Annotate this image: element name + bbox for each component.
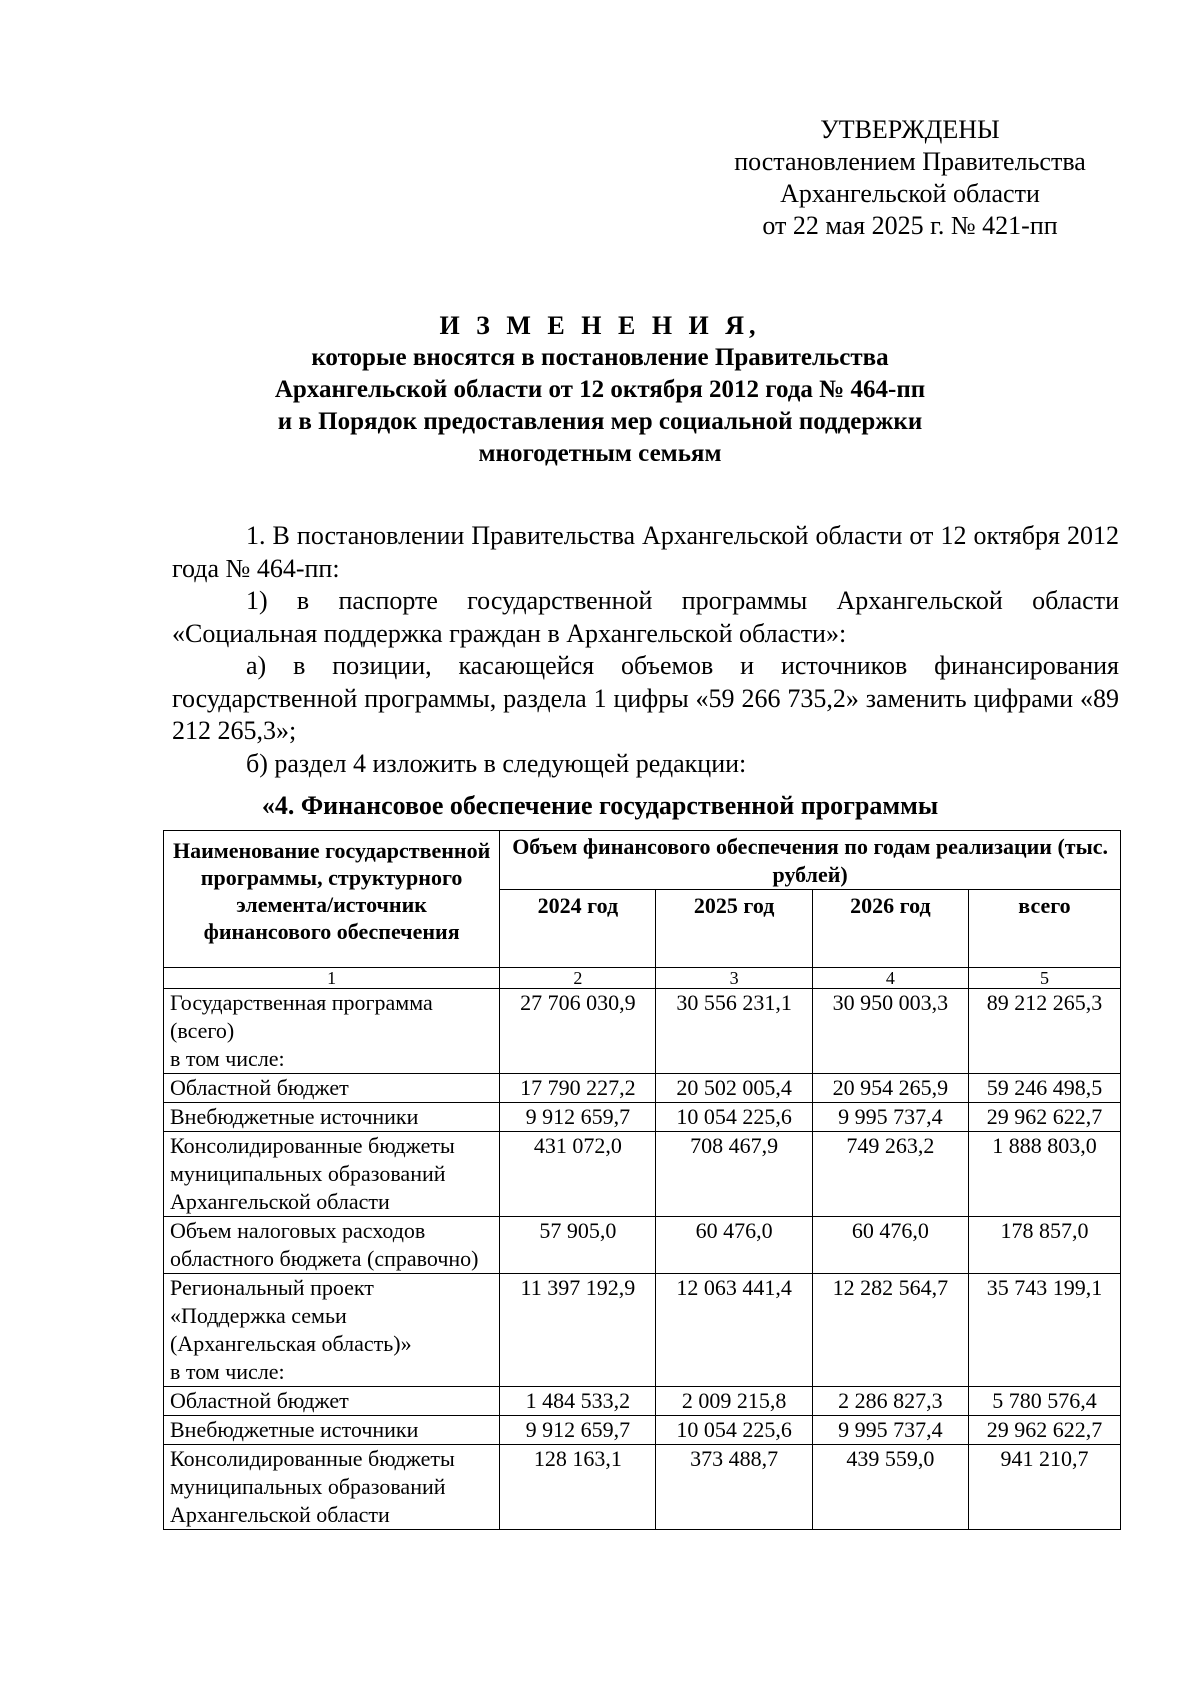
row-value: 29 962 622,7 [968,1416,1120,1445]
row-value: 941 210,7 [968,1445,1120,1530]
row-value: 5 780 576,4 [968,1387,1120,1416]
row-value: 30 950 003,3 [812,989,968,1074]
row-value: 59 246 498,5 [968,1074,1120,1103]
row-value: 27 706 030,9 [500,989,656,1074]
row-value: 60 476,0 [656,1217,812,1274]
table-row [164,1074,1121,1103]
body-text [172,520,1119,780]
row-value: 10 054 225,6 [656,1103,812,1132]
row-value: 373 488,7 [656,1445,812,1530]
row-value: 2 009 215,8 [656,1387,812,1416]
row-value: 12 282 564,7 [812,1274,968,1387]
heading-line-3: и в Порядок предоставления мер социальной поддержки [277,408,923,435]
table-row [164,1274,1121,1387]
table-row [164,1217,1121,1274]
row-name: Государственная программа (всего) в том числе: [164,989,500,1074]
approval-line-3: Архангельской области [780,179,1040,208]
table-index-row [164,968,1121,989]
row-value: 749 263,2 [812,1132,968,1217]
index-cell: 3 [656,968,812,989]
row-value: 57 905,0 [500,1217,656,1274]
row-name: Областной бюджет [164,1074,500,1103]
row-name: Объем налоговых расходов областного бюджета (справочно) [164,1217,500,1274]
row-value: 12 063 441,4 [656,1274,812,1387]
row-value: 1 484 533,2 [500,1387,656,1416]
row-value: 128 163,1 [500,1445,656,1530]
paragraph-4: б) раздел 4 изложить в следующей редакции: [246,748,747,778]
table-row [164,989,1121,1074]
row-value: 20 502 005,4 [656,1074,812,1103]
header-year-2026: 2026 год [812,890,968,968]
approval-line-1: УТВЕРЖДЕНЫ [820,115,1000,144]
row-value: 20 954 265,9 [812,1074,968,1103]
financing-table [163,830,1121,1530]
heading-line-2: Архангельской области от 12 октября 2012 года № 464-пп [274,376,926,403]
heading-line-1: которые вносятся в постановление Правительства [311,344,889,371]
row-value: 9 995 737,4 [812,1416,968,1445]
index-cell: 1 [164,968,500,989]
paragraph-1: 1. В постановлении Правительства Архангельской области от 12 октября 2012 года № 464-пп: [172,521,1119,583]
row-value: 1 888 803,0 [968,1132,1120,1217]
row-value: 9 995 737,4 [812,1103,968,1132]
row-name: Консолидированные бюджеты муниципальных образований Архангельской области [164,1445,500,1530]
row-value: 17 790 227,2 [500,1074,656,1103]
row-value: 89 212 265,3 [968,989,1120,1074]
section-title: «4. Финансовое обеспечение государственной программы [261,791,939,820]
header-year-2025: 2025 год [656,890,812,968]
row-value: 439 559,0 [812,1445,968,1530]
row-value: 60 476,0 [812,1217,968,1274]
table-row [164,1445,1121,1530]
table-row [164,1132,1121,1217]
row-value: 708 467,9 [656,1132,812,1217]
approval-line-2: постановлением Правительства [734,147,1086,176]
row-value: 35 743 199,1 [968,1274,1120,1387]
approval-line-4: от 22 мая 2025 г. № 421-пп [762,211,1058,240]
row-name: Консолидированные бюджеты муниципальных образований Архангельской области [164,1132,500,1217]
index-cell: 5 [968,968,1120,989]
row-value: 178 857,0 [968,1217,1120,1274]
document-heading [160,310,1040,470]
row-value: 30 556 231,1 [656,989,812,1074]
header-volume: Объем финансового обеспечения по годам реализации (тыс. рублей) [500,831,1121,890]
row-value: 29 962 622,7 [968,1103,1120,1132]
table-row [164,1416,1121,1445]
header-name: Наименование государственной программы, структурного элемента/источник финансового обеспечения [164,831,500,968]
table-row [164,1103,1121,1132]
approval-stamp [690,114,1130,242]
row-name: Областной бюджет [164,1387,500,1416]
table-header-row-1 [164,831,1121,890]
header-year-2024: 2024 год [500,890,656,968]
heading-line-4: многодетным семьям [478,440,722,467]
row-value: 9 912 659,7 [500,1416,656,1445]
table-row [164,1387,1121,1416]
row-value: 9 912 659,7 [500,1103,656,1132]
row-name: Региональный проект «Поддержка семьи (Архангельская область)» в том числе: [164,1274,500,1387]
row-value: 431 072,0 [500,1132,656,1217]
row-name: Внебюджетные источники [164,1103,500,1132]
paragraph-3: а) в позиции, касающейся объемов и источников финансирования государственной программы, раздела 1 цифры «59 266 735,2» заменить цифрами «89 212 265,3»; [172,651,1119,745]
row-value: 10 054 225,6 [656,1416,812,1445]
index-cell: 2 [500,968,656,989]
row-value: 2 286 827,3 [812,1387,968,1416]
header-total: всего [968,890,1120,968]
row-name: Внебюджетные источники [164,1416,500,1445]
paragraph-2: 1) в паспорте государственной программы Архангельской области «Социальная поддержка граждан в Архангельской области»: [172,586,1119,648]
row-value: 11 397 192,9 [500,1274,656,1387]
index-cell: 4 [812,968,968,989]
heading-title: И З М Е Н Е Н И Я, [439,311,761,340]
